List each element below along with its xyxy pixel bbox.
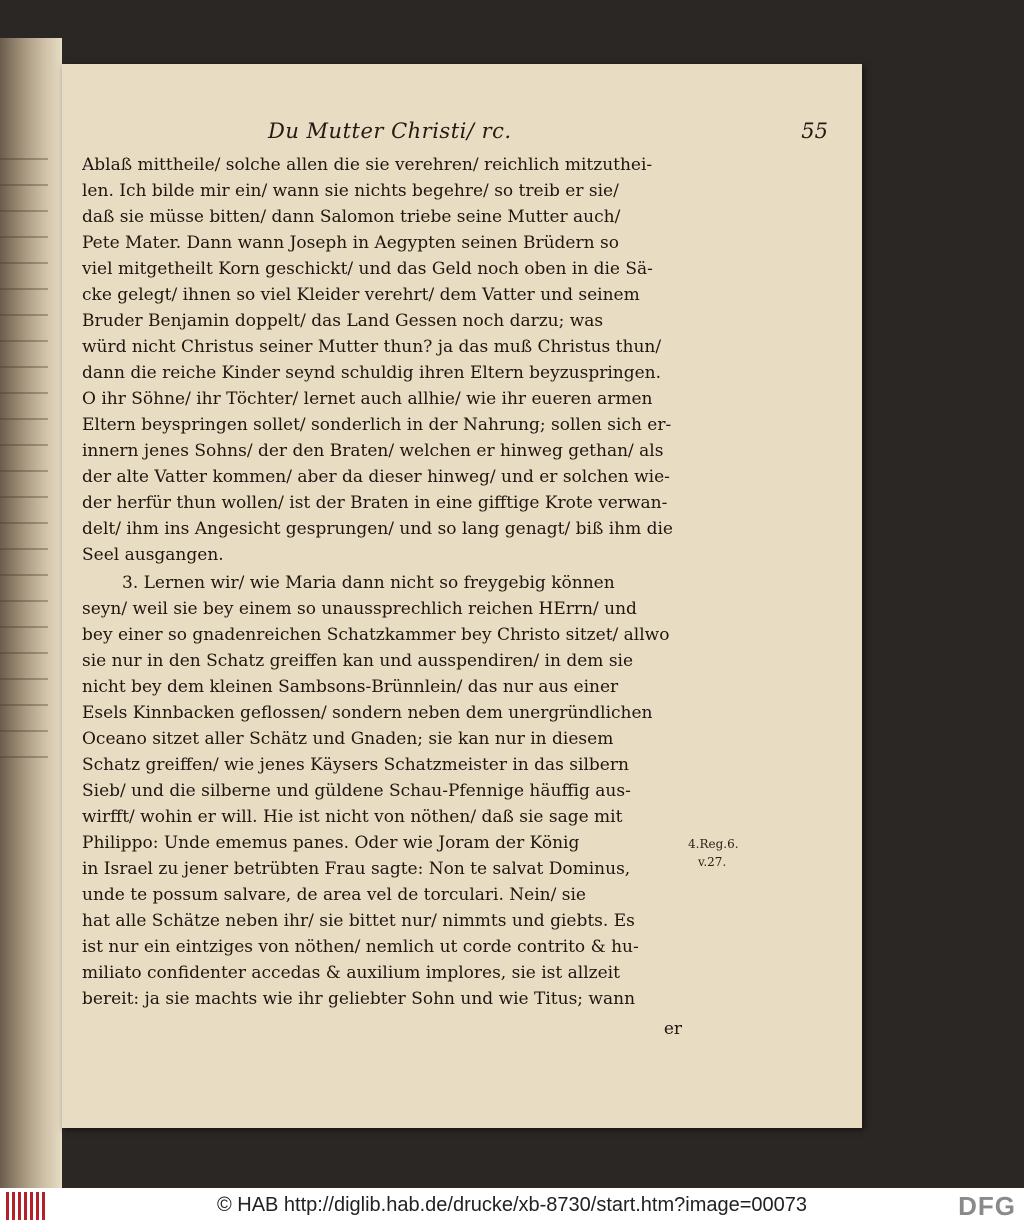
text-line: Oceano sitzet aller Schätz und Gnaden; sie kan nur in diesem — [82, 729, 614, 749]
text-line: Bruder Benjamin doppelt/ das Land Gessen noch darzu; was — [82, 311, 604, 331]
text-line: unde te possum salvare, de area vel de torculari. Nein/ sie — [82, 885, 586, 905]
text-line: der alte Vatter kommen/ aber da dieser hinweg/ und er solchen wie- — [82, 467, 670, 487]
text-line: Sieb/ und die silberne und güldene Schau-Pfennige häuffig aus- — [82, 781, 631, 801]
running-header — [268, 119, 828, 149]
footer-url[interactable]: © HAB http://diglib.hab.de/drucke/xb-8730/start.htm?image=00073 — [216, 1194, 808, 1216]
text-line: O ihr Söhne/ ihr Töchter/ lernet auch allhie/ wie ihr eueren armen — [82, 389, 653, 409]
margin-note-verse: v.27. — [698, 855, 727, 869]
dfg-logo: DFG — [958, 1191, 1016, 1221]
footer-bar — [0, 1188, 1024, 1223]
text-line: viel mitgetheilt Korn geschickt/ und das Geld noch oben in die Sä- — [82, 259, 653, 279]
text-line: Philippo: Unde ememus panes. Oder wie Joram der König — [82, 833, 580, 853]
text-line: cke gelegt/ ihnen so viel Kleider verehrt/ dem Vatter und seinem — [82, 285, 640, 305]
text-line: Seel ausgangen. — [82, 545, 224, 565]
book-page — [62, 64, 862, 1128]
header-title: Du Mutter Christi/ rc. — [268, 119, 512, 143]
book-left-edge — [0, 38, 62, 1188]
margin-note-reference: 4.Reg.6. — [688, 837, 739, 851]
text-line: nicht bey dem kleinen Sambsons-Brünnlein/ das nur aus einer — [82, 677, 619, 697]
text-line: bereit: ja sie machts wie ihr geliebter Sohn und wie Titus; wann — [82, 989, 636, 1009]
paragraph-3-first-line: 3. Lernen wir/ wie Maria dann nicht so freygebig können — [122, 573, 615, 593]
text-line: hat alle Schätze neben ihr/ sie bittet nur/ nimmts und giebts. Es — [82, 911, 635, 931]
text-line: innern jenes Sohns/ der den Braten/ welchen er hinweg gethan/ als — [82, 441, 664, 461]
text-line: sie nur in den Schatz greiffen kan und ausspendiren/ in dem sie — [82, 651, 634, 671]
text-line: daß sie müsse bitten/ dann Salomon triebe seine Mutter auch/ — [82, 207, 621, 227]
text-line: len. Ich bilde mir ein/ wann sie nichts begehre/ so treib er sie/ — [82, 181, 619, 201]
text-line: würd nicht Christus seiner Mutter thun? ja das muß Christus thun/ — [82, 337, 662, 357]
text-line: seyn/ weil sie bey einem so unaussprechlich reichen HErrn/ und — [82, 599, 637, 619]
page-number: 55 — [801, 119, 828, 143]
text-line: ist nur ein eintziges von nöthen/ nemlich ut corde contrito & hu- — [82, 937, 639, 957]
text-line: der herfür thun wollen/ ist der Braten in eine gifftige Krote verwan- — [82, 493, 668, 513]
text-line: miliato confidenter accedas & auxilium implores, sie ist allzeit — [82, 963, 620, 983]
text-line: Esels Kinnbacken geflossen/ sondern neben dem unergründlichen — [82, 703, 653, 723]
text-line: bey einer so gnadenreichen Schatzkammer bey Christo sitzet/ allwo — [82, 625, 670, 645]
text-line: dann die reiche Kinder seynd schuldig ihren Eltern beyzuspringen. — [82, 363, 662, 383]
text-line: wirfft/ wohin er will. Hie ist nicht von nöthen/ daß sie sage mit — [82, 807, 623, 827]
catchword: er — [663, 1019, 682, 1039]
text-line: Ablaß mittheile/ solche allen die sie verehren/ reichlich mitzuthei- — [82, 155, 653, 175]
text-line: delt/ ihm ins Angesicht gesprungen/ und so lang genagt/ biß ihm die — [82, 519, 673, 539]
text-line: in Israel zu jener betrübten Frau sagte: Non te salvat Dominus, — [82, 859, 631, 879]
text-line: Schatz greiffen/ wie jenes Käysers Schatzmeister in das silbern — [82, 755, 629, 775]
text-line: Eltern beyspringen sollet/ sonderlich in der Nahrung; sollen sich er- — [82, 415, 672, 435]
text-line: Pete Mater. Dann wann Joseph in Aegypten seinen Brüdern so — [82, 233, 619, 253]
